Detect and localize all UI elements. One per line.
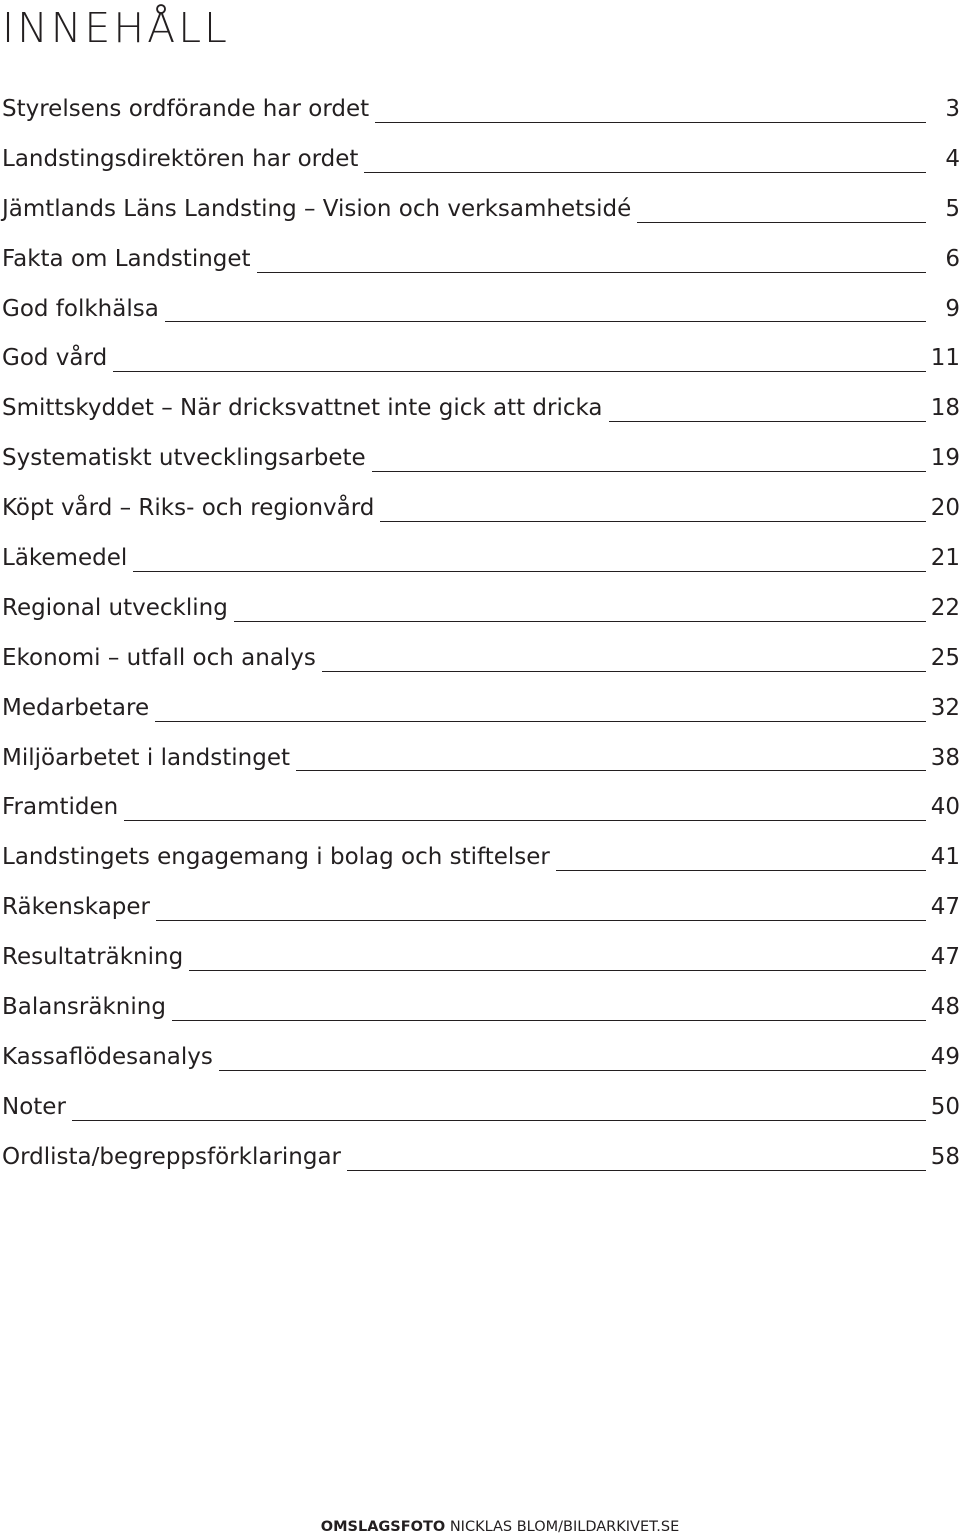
toc-leader-line [257,271,926,273]
toc-entry-title: Medarbetare [2,694,150,721]
toc-leader-line [347,1169,926,1171]
toc-entry-page-number: 47 [930,944,960,971]
toc-entry-page-number: 21 [930,545,960,571]
toc-leader-line [637,221,926,223]
toc-leader-line [556,869,926,871]
toc-entry-page-number: 4 [945,145,960,172]
toc-entry-page-number: 25 [930,644,960,671]
toc-leader-line [372,470,926,472]
toc-leader-line [234,620,926,622]
page-title: INNEHÅLL [2,4,230,52]
toc-entry-page-number: 6 [945,245,960,272]
toc-entry[interactable] [0,235,960,285]
toc-entry[interactable] [0,684,960,734]
toc-entry-title: God folkhälsa [2,295,159,322]
toc-leader-line [189,969,926,971]
toc-entry-page-number: 18 [930,395,960,422]
toc-entry-title: Fakta om Landstinget [2,245,251,272]
toc-entry-page-number: 58 [930,1143,960,1170]
credit-label: OMSLAGSFOTO [320,1519,446,1535]
toc-entry-title: Läkemedel [2,545,128,571]
toc-leader-line [155,720,926,722]
toc-entry-title: Noter [2,1093,66,1120]
toc-entry-title: Landstingsdirektören har ordet [2,145,359,172]
toc-entry-title: Jämtlands Läns Landsting – Vision och verksamhetsidé [2,195,632,222]
toc-entry-title: Ekonomi – utfall och analys [2,644,316,671]
toc-entry[interactable] [0,285,960,335]
toc-entry-title: Ordlista/begreppsförklaringar [2,1143,342,1170]
credit-text: NICKLAS BLOM/BILDARKIVET.SE [449,1519,680,1535]
toc-entry-page-number: 3 [945,95,960,122]
toc-entry[interactable] [0,983,960,1033]
toc-entry[interactable] [0,584,960,634]
toc-entry-title: Smittskyddet – När dricksvattnet inte gick att dricka [2,395,603,422]
toc-entry[interactable] [0,1033,960,1083]
toc-entry[interactable] [0,334,960,384]
toc-entry[interactable] [0,783,960,833]
cover-photo-credit [0,1518,960,1536]
toc-entry-title: Köpt vård – Riks- och regionvård [2,495,375,522]
toc-entry[interactable] [0,434,960,484]
table-of-contents [0,85,960,1183]
toc-leader-line [609,420,926,422]
toc-entry-page-number: 41 [930,844,960,871]
toc-entry[interactable] [0,384,960,434]
toc-leader-line [165,320,926,322]
toc-entry-title: Systematiskt utvecklingsarbete [2,445,366,472]
toc-leader-line [113,370,926,372]
toc-entry[interactable] [0,1083,960,1133]
toc-entry-title: Landstingets engagemang i bolag och stiftelser [2,844,550,871]
toc-leader-line [219,1069,926,1071]
toc-entry-title: Kassaflödesanalys [2,1043,213,1070]
toc-entry[interactable] [0,135,960,185]
toc-entry-page-number: 9 [945,295,960,322]
toc-entry-title: God vård [2,345,108,372]
toc-entry[interactable] [0,1133,960,1183]
toc-entry[interactable] [0,734,960,784]
toc-entry[interactable] [0,85,960,135]
toc-entry-title: Balansräkning [2,994,166,1021]
toc-entry-page-number: 32 [930,694,960,721]
toc-leader-line [124,819,926,821]
toc-leader-line [156,919,926,921]
toc-entry-page-number: 48 [930,994,960,1021]
toc-entry[interactable] [0,484,960,534]
toc-entry[interactable] [0,933,960,983]
toc-entry[interactable] [0,185,960,235]
toc-entry[interactable] [0,883,960,933]
toc-entry-page-number: 22 [930,594,960,621]
toc-entry-title: Resultaträkning [2,944,184,971]
toc-entry-page-number: 19 [930,445,960,472]
toc-leader-line [364,171,926,173]
toc-entry-page-number: 11 [930,345,960,372]
toc-leader-line [296,769,926,771]
toc-entry-title: Styrelsens ordförande har ordet [2,95,370,122]
toc-leader-line [380,520,926,522]
toc-entry[interactable] [0,634,960,684]
toc-leader-line [172,1019,926,1021]
toc-leader-line [133,570,926,572]
toc-entry[interactable] [0,534,960,584]
toc-entry-page-number: 20 [930,495,960,522]
toc-entry-page-number: 40 [930,794,960,821]
toc-entry[interactable] [0,833,960,883]
toc-leader-line [375,121,926,123]
toc-leader-line [72,1119,926,1121]
toc-entry-title: Miljöarbetet i landstinget [2,744,290,771]
toc-entry-page-number: 50 [930,1093,960,1120]
toc-entry-title: Framtiden [2,794,119,821]
toc-entry-title: Regional utveckling [2,594,228,621]
toc-leader-line [322,670,926,672]
toc-entry-title: Räkenskaper [2,894,150,921]
toc-entry-page-number: 47 [930,894,960,921]
toc-entry-page-number: 49 [930,1043,960,1070]
toc-entry-page-number: 38 [930,744,960,771]
toc-entry-page-number: 5 [945,195,960,222]
